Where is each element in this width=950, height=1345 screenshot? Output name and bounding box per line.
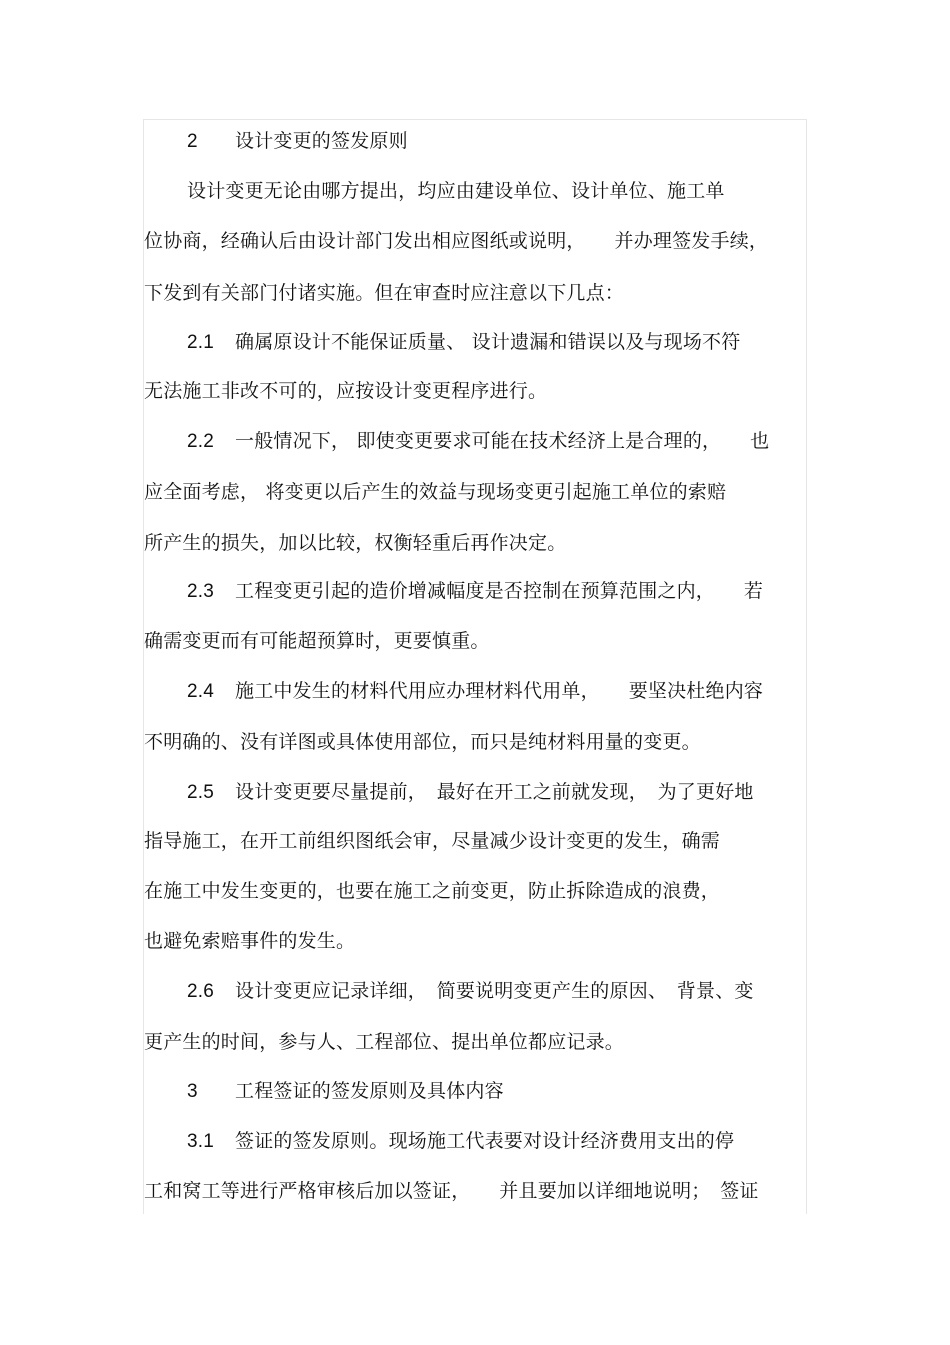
line-text: 签证的签发原则。现场施工代表要对设计经济费用支出的停: [235, 1130, 735, 1152]
clause-3-1: [187, 1128, 734, 1155]
clause-2-3: [187, 578, 763, 605]
paragraph-line: [144, 828, 720, 854]
line-text: 所产生的损失，加以比较，权衡轻重后再作决定。: [144, 532, 567, 554]
line-text: 设计变更无论由哪方提出，均应由建设单位、设计单位、施工单: [187, 180, 725, 202]
paragraph-line: [144, 1029, 624, 1055]
line-text: 设计变更要尽量提前， 最好在开工之前就发现， 为了更好地: [235, 781, 754, 803]
paragraph-line: [144, 1178, 759, 1204]
clause-number: 2.1: [187, 332, 215, 353]
line-text: 一般情况下， 即使变更要求可能在技术经济上是合理的， 也: [235, 430, 770, 452]
line-text: 更产生的时间，参与人、工程部位、提出单位都应记录。: [144, 1031, 625, 1053]
line-text: 无法施工非改不可的，应按设计变更程序进行。: [144, 380, 548, 402]
line-text: 工和窝工等进行严格审核后加以签证， 并且要加以详细地说明； 签证: [144, 1180, 759, 1202]
clause-2-6: [187, 978, 754, 1005]
clause-number: 2.2: [187, 431, 215, 452]
line-text: 应全面考虑， 将变更以后产生的效益与现场变更引起施工单位的索赔: [144, 481, 727, 503]
line-text: 施工中发生的材料代用应办理材料代用单， 要坚决杜绝内容: [235, 680, 764, 702]
paragraph-line: [144, 280, 624, 306]
clause-number: 2.5: [187, 782, 215, 803]
line-text: 下发到有关部门付诸实施。但在审查时应注意以下几点：: [144, 282, 625, 304]
line-text: 也避免索赔事件的发生。: [144, 930, 356, 952]
paragraph-line: [144, 928, 355, 954]
clause-2-4: [187, 678, 763, 705]
section-number: 3: [187, 1081, 198, 1102]
paragraph-line: [187, 178, 725, 204]
paragraph-line: [144, 228, 768, 254]
line-text: 位协商，经确认后由设计部门发出相应图纸或说明， 并办理签发手续，: [144, 230, 769, 252]
line-text: 确需变更而有可能超预算时，更要慎重。: [144, 630, 490, 652]
line-text: 指导施工，在开工前组织图纸会审，尽量减少设计变更的发生，确需: [144, 830, 721, 852]
paragraph-line: [144, 378, 547, 404]
paragraph-line: [144, 479, 726, 505]
clause-number: 3.1: [187, 1131, 215, 1152]
section-title: 工程签证的签发原则及具体内容: [235, 1080, 504, 1102]
paragraph-line: [144, 530, 566, 556]
paragraph-line: [144, 729, 701, 755]
clause-number: 2.3: [187, 581, 215, 602]
paragraph-line: [144, 628, 490, 654]
line-text: 确属原设计不能保证质量、 设计遗漏和错误以及与现场不符: [235, 331, 741, 353]
line-text: 不明确的、没有详图或具体使用部位，而只是纯材料用量的变更。: [144, 731, 701, 753]
line-text: 设计变更应记录详细， 简要说明变更产生的原因、 背景、变: [235, 980, 754, 1002]
clause-2-2: [187, 428, 769, 455]
clause-number: 2.4: [187, 681, 215, 702]
line-text: 在施工中发生变更的，也要在施工之前变更，防止拆除造成的浪费，: [144, 880, 721, 902]
line-text: 工程变更引起的造价增减幅度是否控制在预算范围之内， 若: [235, 580, 764, 602]
clause-number: 2.6: [187, 981, 215, 1002]
clause-2-1: [187, 329, 740, 356]
paragraph-line: [144, 878, 720, 904]
section-heading-2: [187, 128, 408, 155]
section-heading-3: [187, 1078, 504, 1105]
section-title: 设计变更的签发原则: [235, 130, 408, 152]
clause-2-5: [187, 779, 754, 806]
section-number: 2: [187, 131, 198, 152]
